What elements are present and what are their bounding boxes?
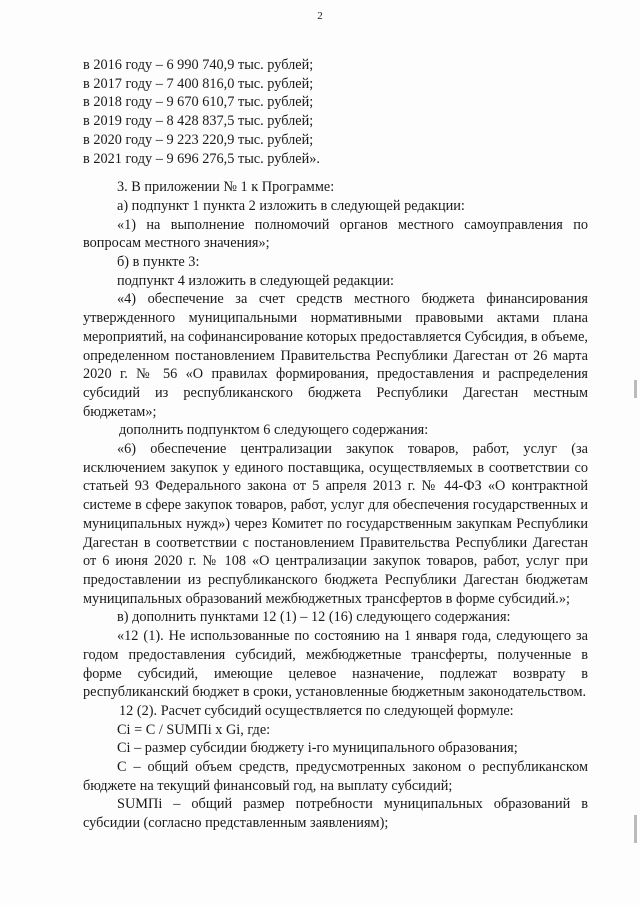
section-heading: 3. В приложении № 1 к Программе:	[117, 179, 335, 196]
definition-ci: Ci – размер субсидии бюджету i-го муниципального образования;	[117, 740, 518, 757]
subsection-b-intro: б) в пункте 3:	[117, 254, 200, 271]
scan-edge-mark	[634, 380, 637, 398]
document-body	[83, 56, 588, 833]
subsidy-formula: Ci = C / SUMПi x Gi, где:	[117, 721, 271, 738]
budget-year-item: в 2019 году – 8 428 837,5 тыс. рублей;	[83, 113, 314, 130]
budget-year-item: в 2018 году – 9 670 610,7 тыс. рублей;	[83, 94, 314, 111]
subpoint-4-text: «4) обеспечение за счет средств местного бюджета финансирования утвержденного муниципальными нормативными правовыми актами плана мероприятий, на софинансирование которых предоставляется Субсидия, в объеме, определенном постановлением Правительства Республики Дагестан от 26 марта 2020 г. № 56 «О правилах формирования, предоставления и распределения субсидий из республиканского бюджета Республики Дагестан местным бюджетам»;	[83, 291, 588, 420]
paragraph-12-1: «12 (1). Не использованные по состоянию на 1 января года, следующего за годом предоставления субсидий, межбюджетные трансферты, полученные в форме субсидий, имеющие целевое назначение, подлежат возврату в республиканский бюджет в сроки, установленные бюджетным законодательством.	[83, 628, 588, 701]
definition-c: С – общий объем средств, предусмотренных законом о республиканском бюджете на текущий финансовый год, на выплату субсидий;	[83, 759, 588, 794]
subpoint-4-intro: подпункт 4 изложить в следующей редакции:	[117, 272, 394, 289]
subsection-a-text: «1) на выполнение полномочий органов местного самоуправления по вопросам местного значения»;	[83, 216, 588, 252]
paragraph-12-2: 12 (2). Расчет субсидий осуществляется по следующей формуле:	[119, 702, 514, 719]
budget-year-item: в 2017 году – 7 400 816,0 тыс. рублей;	[83, 75, 314, 92]
budget-year-item: в 2021 году – 9 696 276,5 тыс. рублей».	[83, 150, 320, 167]
subsection-a-intro: а) подпункт 1 пункта 2 изложить в следующей редакции:	[117, 197, 465, 214]
budget-year-item: в 2016 году – 6 990 740,9 тыс. рублей;	[83, 57, 314, 73]
scan-edge-mark	[634, 815, 637, 843]
subpoint-6-text: «6) обеспечение централизации закупок товаров, работ, услуг (за исключением закупок у единого поставщика, осуществляемых в соответствии со статьей 93 Федерального закона от 5 апреля 2013 г. № 44-ФЗ «О контрактной системе в сфере закупок товаров, работ, услуг для обеспечения государственных и муниципальных нужд») через Комитет по государственным закупкам Республики Дагестан в соответствии с постановлением Правительства Республики Дагестан от 6 июня 2020 г. № 108 «О централизации закупок товаров, работ, услуг при предоставлении из республиканского бюджета Республики Дагестан бюджетам муниципальных образований межбюджетных трансфертов в форме субсидий.»;	[83, 441, 588, 607]
subsection-v-intro: в) дополнить пунктами 12 (1) – 12 (16) следующего содержания:	[117, 609, 511, 626]
budget-years-list	[83, 56, 588, 168]
subpoint-6-intro: дополнить подпунктом 6 следующего содержания:	[119, 422, 429, 439]
definition-sum: SUMПi – общий размер потребности муниципальных образований в субсидии (согласно представленным заявлениям);	[83, 796, 588, 832]
page-number: 2	[317, 10, 323, 22]
budget-year-item: в 2020 году – 9 223 220,9 тыс. рублей;	[83, 131, 314, 148]
